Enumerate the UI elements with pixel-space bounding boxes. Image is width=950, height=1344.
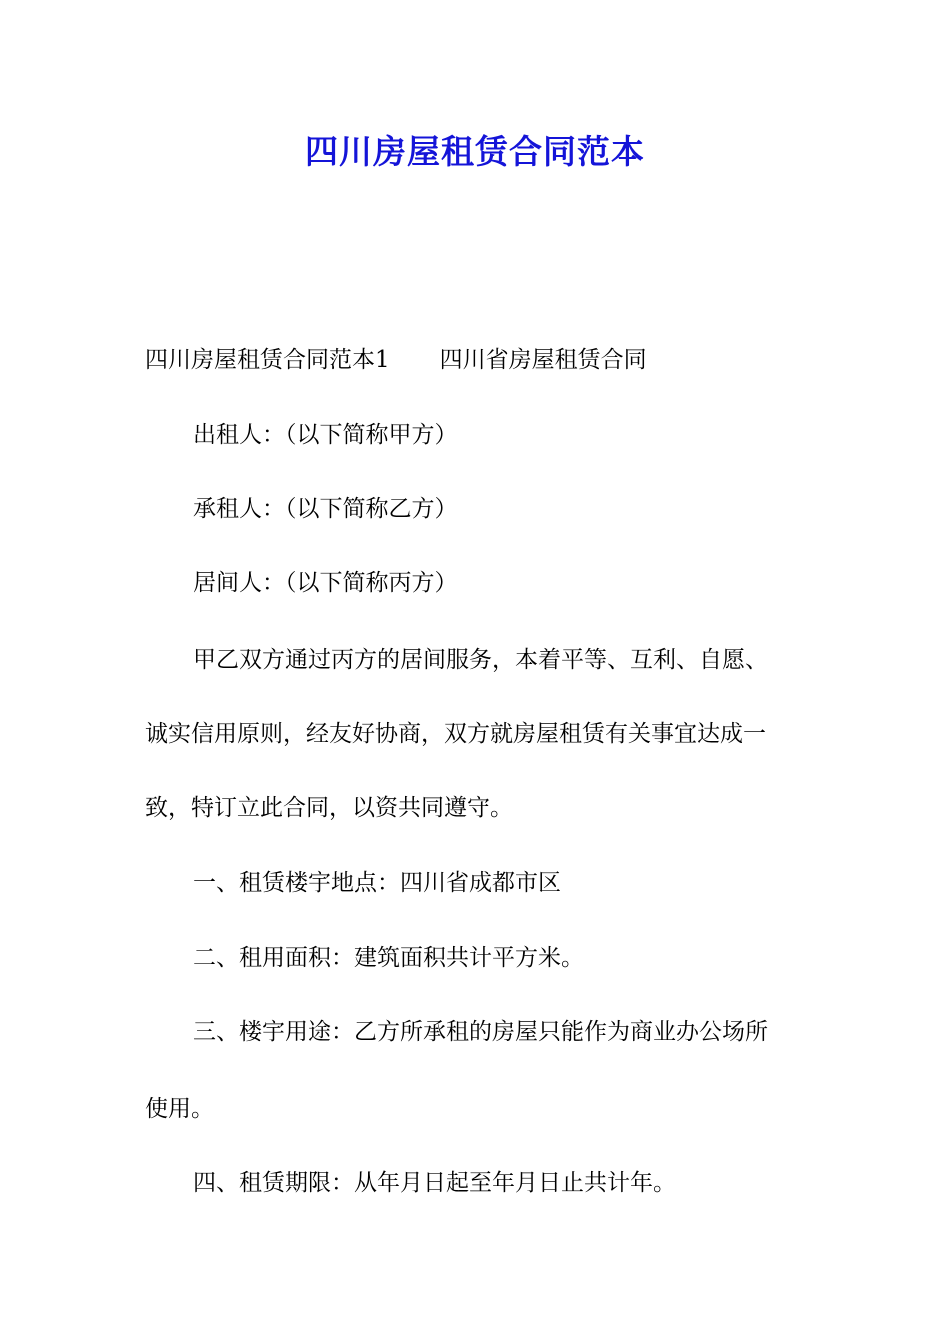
- clause-3-usage-line-2: 使用。: [145, 1096, 214, 1122]
- clause-3-usage-line-1: 三、楼宇用途：乙方所承租的房屋只能作为商业办公场所: [193, 1019, 768, 1045]
- preamble-line-2: 诚实信用原则，经友好协商，双方就房屋租赁有关事宜达成一: [145, 721, 766, 747]
- clause-4-term: 四、租赁期限：从年月日起至年月日止共计年。: [193, 1170, 676, 1196]
- document-title: 四川房屋租赁合同范本: [305, 132, 645, 171]
- clause-2-area: 二、租用面积：建筑面积共计平方米。: [193, 945, 584, 971]
- heading-left: 四川房屋租赁合同范本1: [145, 347, 390, 373]
- lessee-line: 承租人：（以下简称乙方）: [193, 496, 458, 522]
- lessor-line: 出租人：（以下简称甲方）: [193, 422, 458, 448]
- heading-right: 四川省房屋租赁合同: [439, 347, 647, 373]
- intermediary-line: 居间人：（以下简称丙方）: [193, 570, 458, 596]
- clause-1-location: 一、租赁楼宇地点：四川省成都市区: [193, 870, 561, 896]
- preamble-line-1: 甲乙双方通过丙方的居间服务，本着平等、互利、自愿、: [193, 647, 768, 673]
- preamble-line-3: 致，特订立此合同，以资共同遵守。: [145, 795, 513, 821]
- contract-heading: [145, 343, 810, 377]
